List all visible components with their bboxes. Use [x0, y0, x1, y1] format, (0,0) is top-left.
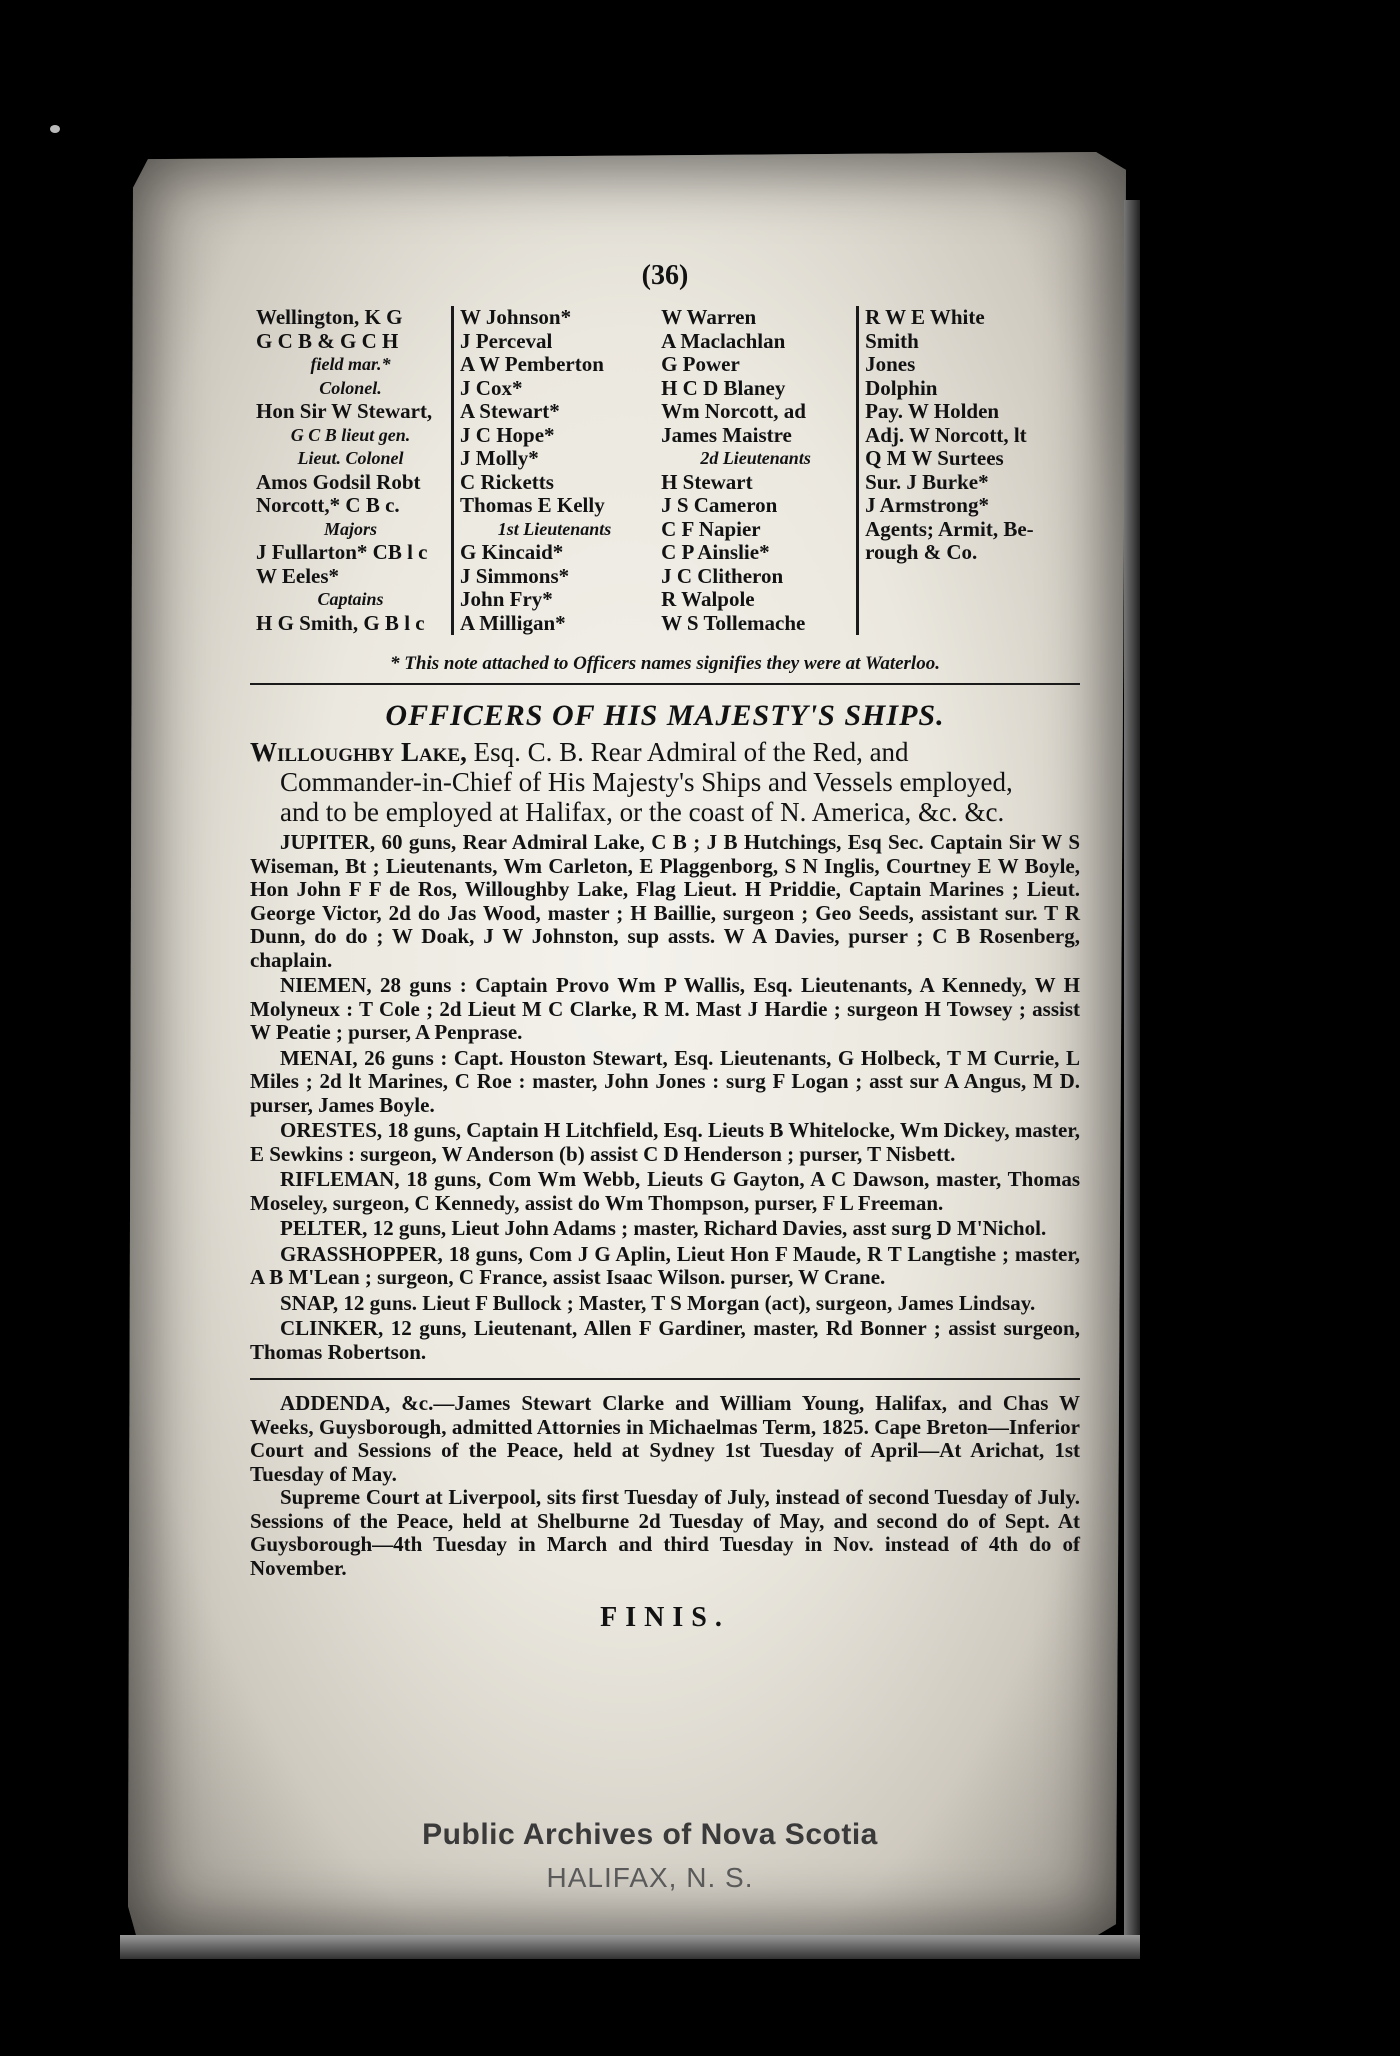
ship-officers: 18 guns, Com J G Aplin, Lieut Hon F Maude, R T Langtishe ; master, A B M'Lean ; surgeon, C France, assist Isaac Wilson. purser, W Crane.	[250, 1241, 1080, 1289]
ship-name: NIEMEN,	[280, 973, 372, 997]
roster-entry: J C Hope*	[460, 422, 555, 447]
roster-entry: John Fry*	[460, 587, 553, 611]
roster-entry: J Fullarton* CB l c	[256, 540, 428, 564]
roster-entry: J S Cameron	[661, 493, 778, 517]
ship-name: ORESTES,	[280, 1118, 383, 1142]
divider	[250, 1378, 1080, 1380]
ship-name: MENAI,	[280, 1045, 358, 1070]
roster-entry: Lieut. Colonel	[297, 448, 404, 468]
page-content	[250, 260, 1080, 1634]
roster-entry: A Milligan*	[460, 610, 566, 635]
commander-name: Willoughby Lake,	[250, 737, 467, 767]
dust-speck	[50, 125, 60, 133]
roster-entry: A Stewart*	[460, 399, 560, 423]
ship-name: JUPITER,	[280, 830, 376, 854]
addenda-paragraph: ADDENDA, &c.—James Stewart Clarke and William Young, Halifax, and Chas W Weeks, Guysborough, admitted Attornies in Michaelmas Term, 1825. Cape Breton—Inferior Court and Sessions of the Peace, held at Sydney 1st Tuesday of April—At Arichat, 1st Tuesday of May.	[250, 1391, 1080, 1486]
roster-entry: Wellington, K G	[256, 306, 403, 329]
commander-entry	[250, 737, 1080, 827]
roster-entry: J Armstrong*	[865, 493, 989, 517]
section-heading: OFFICERS OF HIS MAJESTY'S SHIPS.	[385, 699, 945, 732]
roster-entry: W S Tollemache	[661, 610, 806, 635]
roster-entry: H C D Blaney	[661, 375, 786, 400]
roster-entry: C F Napier	[661, 516, 761, 541]
roster-entry: Norcott,* C B c.	[256, 493, 400, 517]
ship-entry	[250, 1243, 1080, 1290]
roster-entry: Colonel.	[319, 377, 382, 398]
ship-name: SNAP,	[280, 1290, 339, 1315]
archive-stamp-line-2: HALIFAX, N. S.	[546, 1862, 754, 1893]
ship-officers: 12 guns. Lieut F Bullock ; Master, T S Morgan (act), surgeon, James Lindsay.	[338, 1290, 1036, 1315]
finis: FINIS.	[600, 1602, 730, 1633]
roster-entry: A W Pemberton	[460, 352, 604, 376]
roster-column-1	[250, 306, 454, 635]
ship-officers: 26 guns : Capt. Houston Stewart, Esq. Lieutenants, G Holbeck, T M Currie, L Miles ; 2d lt Marines, C Roe : master, John Jones : surg F Logan ; asst sur A Angus, M D. purser, James Boyle.	[250, 1045, 1080, 1117]
roster-entry: J Simmons*	[460, 563, 570, 588]
roster-entry: G C B & G C H	[256, 328, 399, 353]
addenda-section	[250, 1392, 1080, 1580]
roster-entry: G C B lieut gen.	[290, 424, 411, 445]
roster-entry: R W E White	[865, 306, 985, 329]
roster-entry: Captains	[317, 589, 384, 609]
page-number: (36)	[641, 260, 689, 291]
ship-entry	[250, 1217, 1080, 1241]
roster-entry: G Kincaid*	[460, 540, 564, 564]
ship-entry	[250, 1292, 1080, 1316]
roster-entry: James Maistre	[661, 422, 792, 447]
page-edge-bottom	[120, 1935, 1140, 1959]
roster-entry: Wm Norcott, ad	[661, 399, 806, 423]
roster-entry: Majors	[324, 518, 378, 539]
addenda-paragraph: Supreme Court at Liverpool, sits first Tuesday of July, instead of second Tuesday of July. Sessions of the Peace, held at Shelburne 2d Tuesday of May, and second do of Sept. At Guysborough—4th Tuesday in March and third Tuesday in Nov. instead of 4th do of November.	[250, 1485, 1080, 1580]
archive-stamp-line-1: Public Archives of Nova Scotia	[422, 1818, 878, 1851]
commander-line-3: and to be employed at Halifax, or the coast of N. America, &c. &c.	[280, 797, 1005, 827]
roster-column-3	[655, 306, 859, 635]
roster-entry: 1st Lieutenants	[497, 518, 612, 539]
waterloo-note: * This note attached to Officers names signifies they were at Waterloo.	[250, 653, 1080, 685]
ship-name: CLINKER,	[280, 1316, 384, 1340]
roster-entry: R Walpole	[661, 587, 755, 611]
ship-officers: 12 guns, Lieut John Adams ; master, Richard Davies, asst surg D M'Nichol.	[367, 1216, 1047, 1240]
ship-entry	[250, 1047, 1080, 1118]
roster-entry: Smith	[865, 328, 919, 353]
roster-entry: W Eeles*	[256, 563, 340, 588]
roster-entry: Amos Godsil Robt	[256, 469, 421, 494]
roster-entry: Pay. W Holden	[865, 399, 1000, 423]
regiment-roster	[250, 306, 1080, 635]
roster-entry: rough & Co.	[865, 540, 978, 564]
roster-entry: H Stewart	[661, 469, 753, 494]
roster-entry: Q M W Surtees	[865, 446, 1004, 470]
ship-entry	[250, 831, 1080, 972]
roster-column-2	[454, 306, 655, 635]
roster-entry: field mar.*	[310, 354, 391, 374]
roster-entry: Adj. W Norcott, lt	[865, 422, 1027, 447]
roster-entry: W Warren	[661, 306, 757, 329]
roster-entry: Sur. J Burke*	[865, 469, 989, 494]
roster-entry: Agents; Armit, Be-	[865, 516, 1034, 541]
roster-entry: W Johnson*	[460, 306, 572, 329]
commander-text: Esq. C. B. Rear Admiral of the Red, and	[466, 737, 909, 767]
ship-entry	[250, 1119, 1080, 1166]
roster-entry: C Ricketts	[460, 469, 554, 494]
roster-entry: J Perceval	[460, 328, 553, 353]
page-edge-right	[1124, 200, 1140, 1940]
roster-entry: C P Ainslie*	[661, 540, 770, 564]
ship-entry	[250, 1168, 1080, 1215]
roster-entry: H G Smith, G B l c	[256, 610, 425, 635]
roster-entry: Hon Sir W Stewart,	[256, 399, 433, 423]
commander-line-2: Commander-in-Chief of His Majesty's Ships and Vessels employed,	[280, 767, 1013, 797]
roster-entry: J C Clitheron	[661, 563, 784, 588]
ship-entry	[250, 1317, 1080, 1364]
roster-column-4	[859, 306, 1080, 635]
roster-entry: 2d Lieutenants	[700, 448, 811, 468]
ship-name: PELTER,	[280, 1216, 368, 1240]
ship-officers: 18 guns, Com Wm Webb, Lieuts G Gayton, A C Dawson, master, Thomas Moseley, surgeon, C Kennedy, assist do Wm Thompson, purser, F L Freeman.	[250, 1167, 1080, 1215]
ships-list	[250, 831, 1080, 1364]
roster-entry: Thomas E Kelly	[460, 493, 605, 517]
ship-name: RIFLEMAN,	[280, 1167, 400, 1191]
roster-entry: Jones	[865, 352, 916, 376]
roster-entry: A Maclachlan	[661, 328, 786, 353]
ship-officers: 18 guns, Captain H Litchfield, Esq. Lieuts B Whitelocke, Wm Dickey, master, E Sewkins : surgeon, W Anderson (b) assist C D Henderson ; purser, T Nisbett.	[250, 1118, 1080, 1166]
archive-stamp	[400, 1818, 900, 1894]
roster-entry: Dolphin	[865, 375, 938, 400]
roster-entry: J Molly*	[460, 446, 539, 470]
ship-officers: 12 guns, Lieutenant, Allen F Gardiner, master, Rd Bonner ; assist surgeon, Thomas Robertson.	[250, 1316, 1080, 1364]
roster-entry: J Cox*	[460, 375, 523, 400]
ship-entry	[250, 974, 1080, 1045]
ship-name: GRASSHOPPER,	[280, 1241, 443, 1266]
ship-officers: 28 guns : Captain Provo Wm P Wallis, Esq. Lieutenants, A Kennedy, W H Molyneux : T Cole ; 2d Lieut M C Clarke, R M. Mast J Hardie ; surgeon H Towsey ; assist W Peatie ; purser, A Penprase.	[250, 973, 1080, 1044]
roster-entry: G Power	[661, 352, 740, 376]
ship-officers: 60 guns, Rear Admiral Lake, C B ; J B Hutchings, Esq Sec. Captain Sir W S Wiseman, Bt ; Lieutenants, Wm Carleton, E Plaggenborg, S N Inglis, Courtney E W Boyle, Hon John F F de Ros, Willoughby Lake, Flag Lieut. H Priddie, Captain Marines ; Lieut. George Victor, 2d do Jas Wood, master ; H Baillie, surgeon ; Geo Seeds, assistant sur. T R Dunn, do do ; W Doak, J W Johnston, sup assts. W A Davies, purser ; C B Rosenberg, chaplain.	[250, 830, 1080, 972]
